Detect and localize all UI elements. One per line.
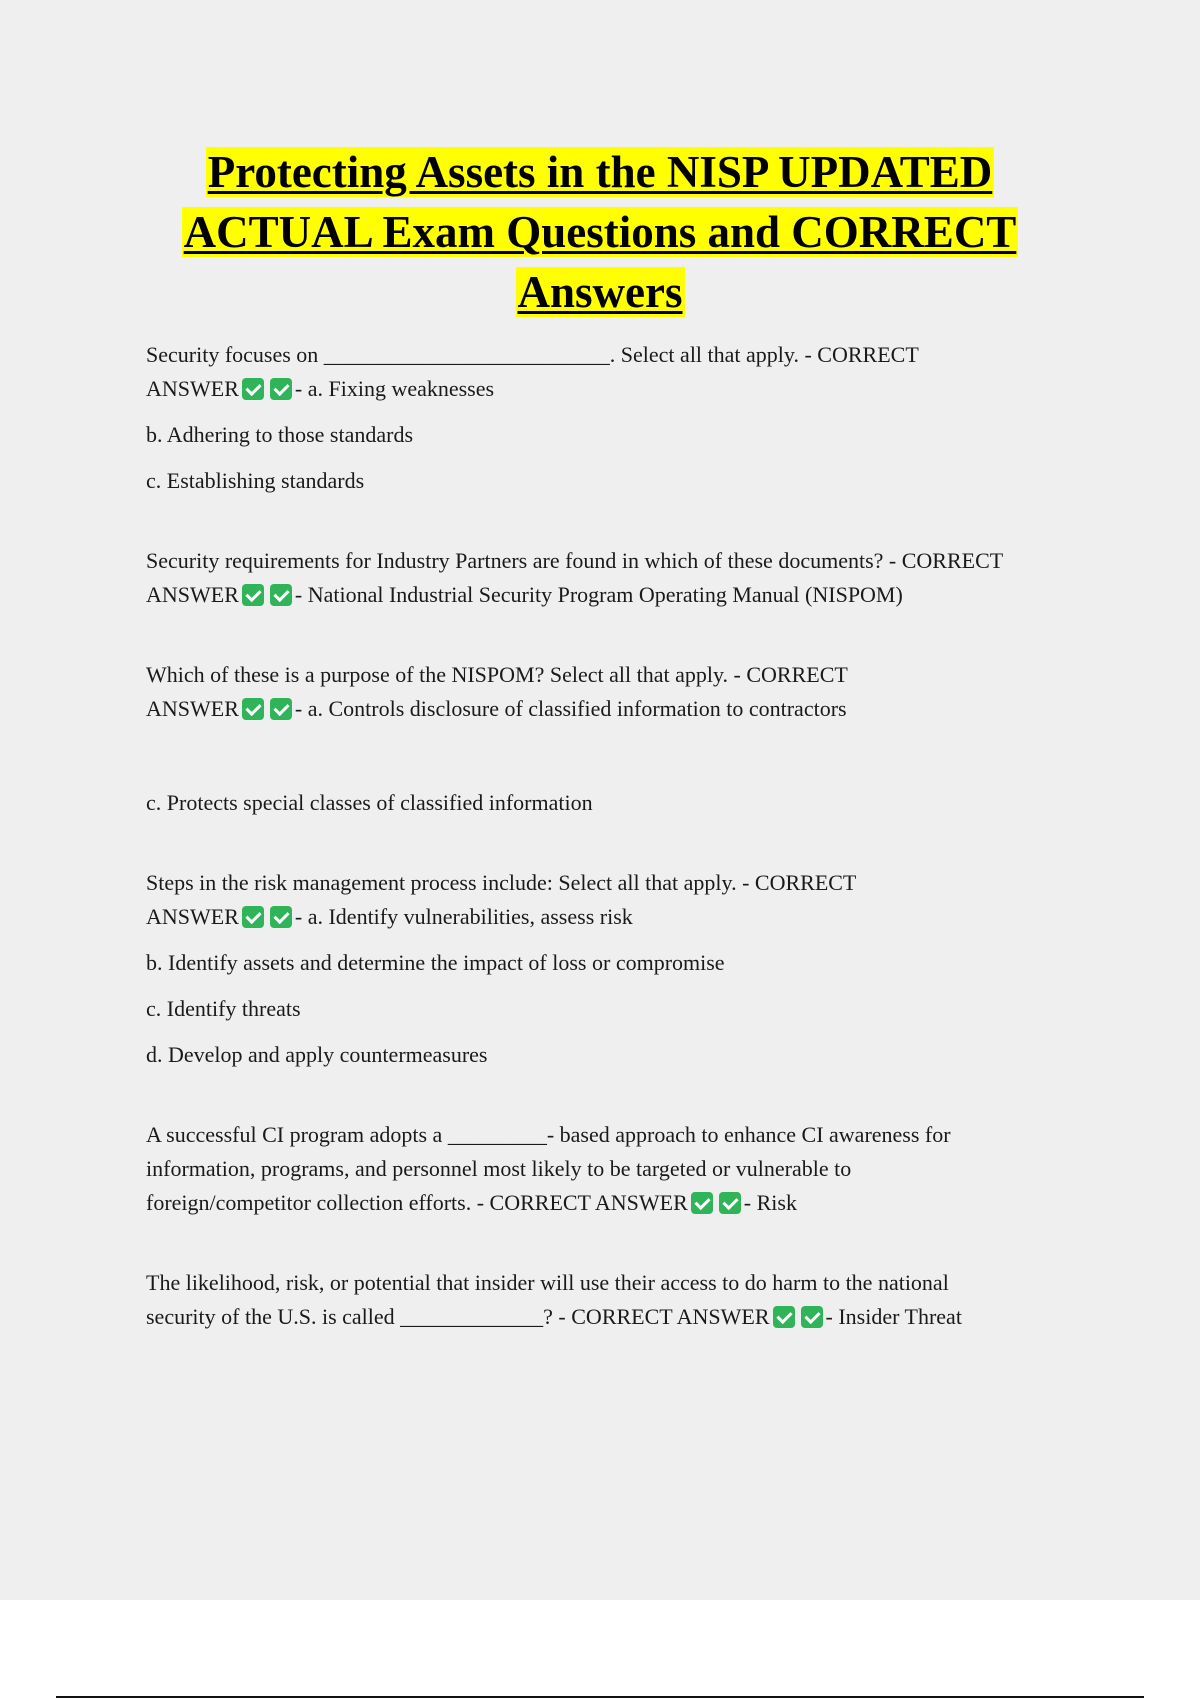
check-icon [270,378,292,400]
divider-line [56,1696,1144,1698]
answer-option: c. Identify threats [146,996,301,1021]
check-icon [242,584,264,606]
check-icon [242,906,264,928]
qa-item [146,866,1106,1072]
answer-text: - Risk [743,1190,797,1215]
answer-option: b. Identify assets and determine the impact of loss or compromise [146,950,725,975]
check-icon [773,1306,795,1328]
title-line-2: ACTUAL Exam Questions and CORRECT [183,207,1017,257]
answer-text: - a. Identify vulnerabilities, assess risk [294,904,633,929]
spacer [146,738,1106,786]
qa-item [146,544,1106,612]
question-answer [146,544,1106,612]
check-icon [270,698,292,720]
check-icon [270,584,292,606]
page-footer-area [0,1600,1200,1700]
question-text: Which of these is a purpose of the NISPOM? Select all that apply. - CORRECT [146,662,848,687]
answer-prefix: ANSWER [146,904,239,929]
answer-text: - a. Fixing weaknesses [294,376,495,401]
qa-item [146,338,1106,498]
answer-text: - National Industrial Security Program Operating Manual (NISPOM) [294,582,903,607]
answer-option: b. Adhering to those standards [146,422,414,447]
answer-option: d. Develop and apply countermeasures [146,1042,488,1067]
title-line-1: Protecting Assets in the NISP UPDATED [207,147,993,197]
question-text: security of the U.S. is called _____________? - CORRECT ANSWER [146,1304,770,1329]
answer-prefix: ANSWER [146,582,239,607]
check-icon [242,378,264,400]
document-title [100,142,1100,322]
question-text: Security focuses on __________________________. Select all that apply. - CORRECT [146,342,919,367]
qa-item [146,1266,1106,1334]
answer-text: - Insider Threat [825,1304,962,1329]
question-answer [146,338,1106,406]
question-text: information, programs, and personnel most likely to be targeted or vulnerable to [146,1156,852,1181]
question-text: The likelihood, risk, or potential that insider will use their access to do harm to the national [146,1270,949,1295]
answer-prefix: ANSWER [146,696,239,721]
check-icon [242,698,264,720]
question-text: Steps in the risk management process include: Select all that apply. - CORRECT [146,870,857,895]
question-answer [146,658,1106,726]
qa-item [146,1118,1106,1220]
qa-content [146,338,1106,1380]
answer-option: c. Establishing standards [146,468,365,493]
question-text: Security requirements for Industry Partners are found in which of these documents? - CORRECT [146,548,1004,573]
question-text: A successful CI program adopts a _________- based approach to enhance CI awareness for [146,1122,951,1147]
answer-text: - a. Controls disclosure of classified information to contractors [294,696,847,721]
question-answer [146,866,1106,934]
check-icon [691,1192,713,1214]
check-icon [801,1306,823,1328]
title-line-3: Answers [517,267,683,317]
question-answer [146,1266,1106,1334]
check-icon [719,1192,741,1214]
answer-option: c. Protects special classes of classified information [146,790,593,815]
question-answer [146,1118,1106,1220]
check-icon [270,906,292,928]
question-text: foreign/competitor collection efforts. - CORRECT ANSWER [146,1190,688,1215]
qa-item [146,658,1106,820]
answer-prefix: ANSWER [146,376,239,401]
